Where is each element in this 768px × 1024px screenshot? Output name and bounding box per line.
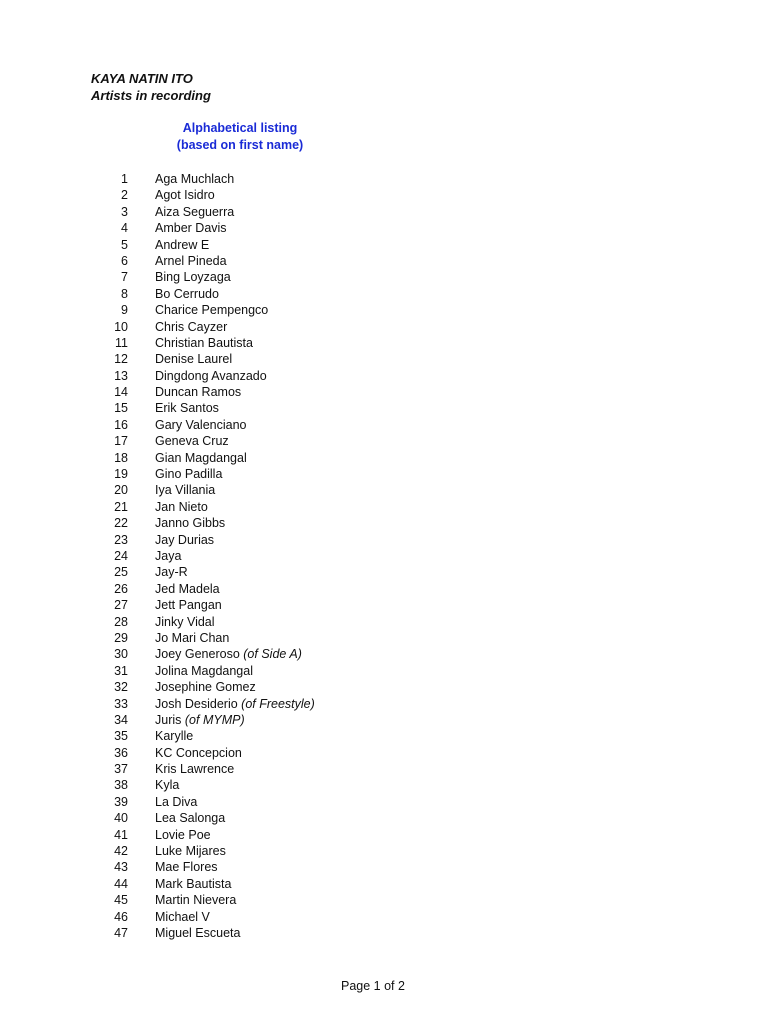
- artist-name-text: Jay Durias: [155, 532, 215, 547]
- artist-number: 32: [114, 680, 128, 695]
- list-item: [0, 482, 768, 498]
- artist-name-text: Josh Desiderio: [155, 696, 238, 711]
- artist-name: [155, 630, 229, 646]
- list-item: [0, 384, 768, 400]
- list-item: [0, 843, 768, 859]
- artist-note: (of MYMP): [184, 712, 245, 727]
- artist-number: 6: [121, 253, 128, 268]
- artist-number: 37: [114, 762, 128, 777]
- artist-name: [155, 761, 234, 777]
- page-number: Page 1 of 2: [341, 979, 405, 993]
- artist-name: [155, 220, 227, 236]
- artist-name-text: Charice Pempengco: [155, 303, 269, 318]
- artist-number: 5: [121, 237, 128, 252]
- artist-name-text: Gian Magdangal: [155, 450, 247, 465]
- artist-name-text: Denise Laurel: [155, 352, 233, 367]
- list-item: [0, 171, 768, 187]
- artist-number: 39: [114, 794, 128, 809]
- artist-name: [155, 712, 245, 728]
- list-item: [0, 286, 768, 302]
- artist-name: [155, 892, 236, 908]
- artist-name: [155, 646, 302, 662]
- artist-number: 47: [114, 925, 128, 940]
- artist-name: [155, 450, 247, 466]
- artist-name: [155, 728, 193, 744]
- list-item: [0, 237, 768, 253]
- artist-name-text: Jinky Vidal: [155, 614, 215, 629]
- artist-name: [155, 400, 219, 416]
- artist-name: [155, 696, 315, 712]
- artist-name: [155, 777, 179, 793]
- artist-name-text: Jed Madela: [155, 581, 220, 596]
- artist-number: 30: [114, 647, 128, 662]
- artist-number: 29: [114, 630, 128, 645]
- artist-name: [155, 187, 215, 203]
- artist-name-text: Jay-R: [155, 565, 188, 580]
- artist-name-text: Aga Muchlach: [155, 172, 235, 186]
- list-item: [0, 712, 768, 728]
- artist-number: 1: [121, 172, 128, 186]
- artist-name: [155, 466, 222, 482]
- list-item: [0, 646, 768, 662]
- artist-name: [155, 384, 241, 400]
- artist-number: 2: [121, 188, 128, 203]
- artist-name: [155, 204, 234, 220]
- list-item: [0, 499, 768, 515]
- artist-name-text: Chris Cayzer: [155, 319, 228, 334]
- artist-name-text: Agot Isidro: [155, 188, 215, 203]
- artist-name-text: Janno Gibbs: [155, 516, 226, 531]
- list-item: [0, 319, 768, 335]
- artist-name: [155, 663, 253, 679]
- list-item: [0, 400, 768, 416]
- artist-number: 7: [121, 270, 128, 285]
- artist-name-text: Miguel Escueta: [155, 925, 241, 940]
- list-item: [0, 745, 768, 761]
- artist-name: [155, 171, 234, 187]
- artist-number: 28: [114, 614, 128, 629]
- list-item: [0, 827, 768, 843]
- artist-number: 46: [114, 909, 128, 924]
- list-item: [0, 777, 768, 793]
- artist-name: [155, 597, 222, 613]
- artist-number: 23: [114, 532, 128, 547]
- list-item: [0, 204, 768, 220]
- artist-name-text: KC Concepcion: [155, 745, 242, 760]
- artist-number: 22: [114, 516, 128, 531]
- artist-name-text: Joey Generoso: [155, 647, 240, 662]
- artist-number: 17: [114, 434, 128, 449]
- artist-number: 15: [114, 401, 128, 416]
- artist-name: [155, 876, 231, 892]
- artist-name: [155, 351, 232, 367]
- artist-name: [155, 319, 227, 335]
- artist-name-text: Jo Mari Chan: [155, 630, 230, 645]
- artist-number: 31: [114, 663, 128, 678]
- list-item: [0, 269, 768, 285]
- artist-number: 25: [114, 565, 128, 580]
- artist-number: 14: [114, 385, 128, 400]
- list-item: [0, 564, 768, 580]
- artist-number: 26: [114, 581, 128, 596]
- artist-name: [155, 745, 242, 761]
- artist-number: 43: [114, 860, 128, 875]
- artist-name-text: Amber Davis: [155, 221, 227, 236]
- artist-name: [155, 564, 188, 580]
- artist-name-text: Jaya: [155, 548, 182, 563]
- artist-name: [155, 679, 256, 695]
- list-item: [0, 335, 768, 351]
- document-subtitle: Artists in recording: [91, 88, 211, 103]
- artist-number: 34: [114, 712, 128, 727]
- artist-name-text: Josephine Gomez: [155, 680, 256, 695]
- artist-name: [155, 909, 210, 925]
- artist-name: [155, 810, 225, 826]
- artist-number: 44: [114, 876, 128, 891]
- artist-name: [155, 843, 226, 859]
- list-item: [0, 614, 768, 630]
- artist-name: [155, 302, 268, 318]
- artist-name-text: Luke Mijares: [155, 844, 226, 859]
- artist-name-text: Lovie Poe: [155, 827, 211, 842]
- artist-name: [155, 269, 231, 285]
- list-item: [0, 187, 768, 203]
- artist-name-text: Gary Valenciano: [155, 417, 247, 432]
- artist-name-text: Kris Lawrence: [155, 762, 235, 777]
- artist-name: [155, 253, 227, 269]
- artist-name-text: Aiza Seguerra: [155, 204, 235, 219]
- artist-name: [155, 499, 208, 515]
- list-item: [0, 663, 768, 679]
- artist-name-text: Juris: [155, 712, 182, 727]
- list-item: [0, 925, 768, 941]
- artist-name: [155, 335, 253, 351]
- artist-name-text: La Diva: [155, 794, 198, 809]
- artist-number: 9: [121, 303, 128, 318]
- artist-note: (of Side A): [243, 647, 302, 662]
- artist-name: [155, 286, 219, 302]
- artist-name: [155, 827, 211, 843]
- artist-number: 33: [114, 696, 128, 711]
- artist-name-text: Mark Bautista: [155, 876, 232, 891]
- artist-number: 11: [115, 335, 128, 350]
- artist-name: [155, 859, 218, 875]
- artist-number: 19: [114, 467, 128, 482]
- artist-number: 27: [114, 598, 128, 613]
- list-item: [0, 450, 768, 466]
- artist-number: 24: [114, 548, 128, 563]
- artist-number: 20: [114, 483, 128, 498]
- artist-name-text: Karylle: [155, 729, 194, 744]
- artist-name-text: Erik Santos: [155, 401, 219, 416]
- list-item: [0, 909, 768, 925]
- list-item: [0, 696, 768, 712]
- artist-name: [155, 515, 225, 531]
- list-item: [0, 794, 768, 810]
- list-item: [0, 728, 768, 744]
- artist-name-text: Christian Bautista: [155, 335, 253, 350]
- artist-number: 42: [114, 844, 128, 859]
- list-item: [0, 466, 768, 482]
- artist-name-text: Andrew E: [155, 237, 210, 252]
- artist-name: [155, 482, 215, 498]
- artist-name-text: Duncan Ramos: [155, 385, 242, 400]
- list-item: [0, 892, 768, 908]
- list-item: [0, 253, 768, 269]
- list-item: [0, 859, 768, 875]
- artist-name: [155, 794, 197, 810]
- artist-name-text: Bing Loyzaga: [155, 270, 231, 285]
- artist-number: 40: [114, 811, 128, 826]
- artist-number: 13: [114, 368, 128, 383]
- artist-name: [155, 614, 215, 630]
- artist-note: (of Freestyle): [241, 696, 315, 711]
- artist-name-text: Michael V: [155, 909, 210, 924]
- artist-name: [155, 581, 220, 597]
- listing-heading-line1: Alphabetical listing: [182, 121, 298, 135]
- artist-number: 4: [121, 221, 128, 236]
- artist-number: 10: [114, 319, 128, 334]
- artist-name-text: Bo Cerrudo: [155, 286, 219, 301]
- artist-name: [155, 237, 209, 253]
- artist-name: [155, 368, 267, 384]
- listing-heading-line2: (based on first name): [176, 138, 304, 152]
- artist-number: 18: [114, 450, 128, 465]
- artist-name: [155, 925, 240, 941]
- artist-number: 8: [121, 286, 128, 301]
- artist-name-text: Martin Nievera: [155, 893, 237, 908]
- artist-name: [155, 417, 247, 433]
- artist-number: 41: [114, 827, 128, 842]
- artist-number: 12: [114, 352, 128, 367]
- list-item: [0, 433, 768, 449]
- artist-name-text: Kyla: [155, 778, 180, 793]
- artist-number: 36: [114, 745, 128, 760]
- list-item: [0, 302, 768, 318]
- list-item: [0, 810, 768, 826]
- artist-name-text: Lea Salonga: [155, 811, 226, 826]
- artist-name-text: Gino Padilla: [155, 467, 223, 482]
- artist-name-text: Dingdong Avanzado: [155, 368, 267, 383]
- artist-number: 21: [114, 499, 128, 514]
- artist-name-text: Mae Flores: [155, 860, 218, 875]
- artist-name: [155, 548, 181, 564]
- list-item: [0, 679, 768, 695]
- list-item: [0, 581, 768, 597]
- list-item: [0, 532, 768, 548]
- list-item: [0, 515, 768, 531]
- artist-name-text: Jett Pangan: [155, 598, 222, 613]
- artist-number: 38: [114, 778, 128, 793]
- list-item: [0, 630, 768, 646]
- artist-list: [0, 171, 768, 941]
- artist-name-text: Arnel Pineda: [155, 253, 227, 268]
- list-item: [0, 761, 768, 777]
- list-item: [0, 548, 768, 564]
- artist-number: 16: [114, 417, 128, 432]
- list-item: [0, 368, 768, 384]
- artist-number: 45: [114, 893, 128, 908]
- artist-name-text: Jolina Magdangal: [155, 663, 253, 678]
- artist-name-text: Geneva Cruz: [155, 434, 229, 449]
- artist-name: [155, 433, 229, 449]
- artist-number: 35: [114, 729, 128, 744]
- list-item: [0, 220, 768, 236]
- artist-name-text: Jan Nieto: [155, 499, 208, 514]
- artist-name-text: Iya Villania: [155, 483, 216, 498]
- artist-name: [155, 532, 214, 548]
- list-item: [0, 597, 768, 613]
- list-item: [0, 876, 768, 892]
- list-item: [0, 351, 768, 367]
- document-title: KAYA NATIN ITO: [91, 71, 193, 86]
- list-item: [0, 417, 768, 433]
- artist-number: 3: [121, 204, 128, 219]
